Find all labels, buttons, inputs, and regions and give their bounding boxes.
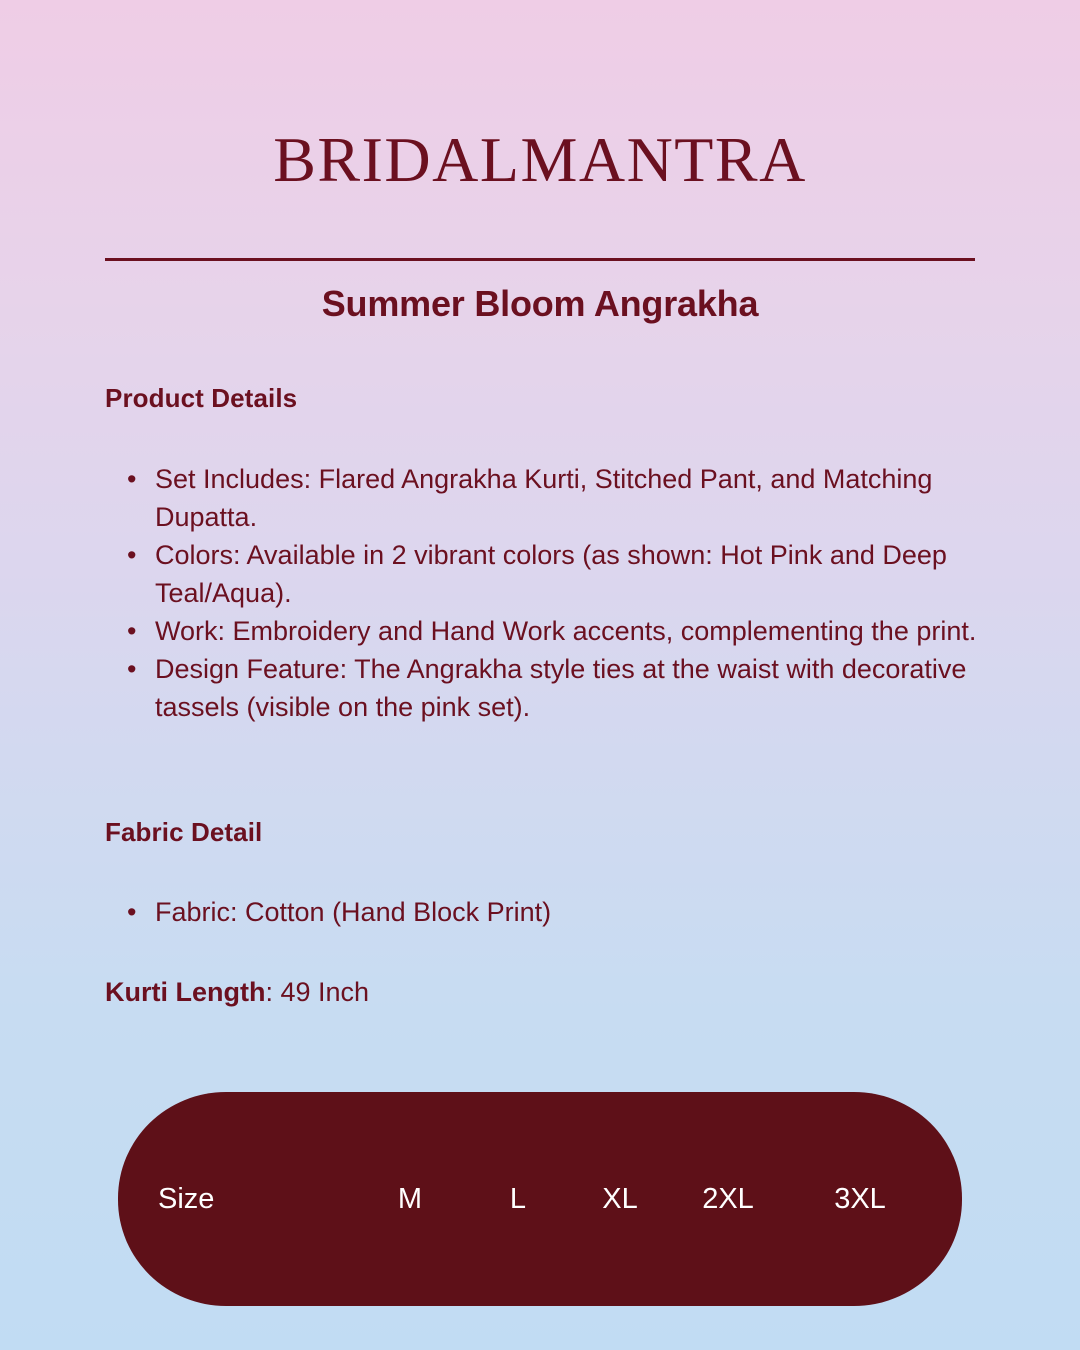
size-option-xl[interactable]: XL <box>602 1183 638 1215</box>
size-chart-row-label: Size <box>158 1183 215 1215</box>
size-option-l[interactable]: L <box>509 1183 527 1215</box>
size-option-3xl[interactable]: 3XL <box>834 1183 886 1215</box>
brand-logo: BRIDALMANTRA <box>273 124 807 195</box>
header-divider <box>105 258 975 261</box>
size-option-2xl[interactable]: 2XL <box>702 1183 754 1215</box>
size-chart-panel <box>118 1092 962 1306</box>
list-item: • Work: Embroidery and Hand Work accents, complementing the print. <box>153 612 1033 650</box>
size-chart-row <box>118 1092 962 1306</box>
kurti-length-label: Kurti Length <box>105 977 266 1007</box>
section-heading-product-details: Product Details <box>105 383 298 413</box>
product-details-list <box>105 460 1033 726</box>
size-option-m[interactable]: M <box>397 1183 423 1215</box>
list-item: • Fabric: Cotton (Hand Block Print) <box>153 893 1033 931</box>
fabric-detail-list <box>105 893 1033 931</box>
section-heading-fabric-detail: Fabric Detail <box>105 817 263 847</box>
list-item: • Design Feature: The Angrakha style ties at the waist with decorative tassels (visible on the pink set). <box>153 650 1033 726</box>
page-title: Summer Bloom Angrakha <box>321 283 759 324</box>
list-item: • Set Includes: Flared Angrakha Kurti, Stitched Pant, and Matching Dupatta. <box>153 460 1033 536</box>
kurti-length-value: : 49 Inch <box>265 977 370 1007</box>
list-item: • Colors: Available in 2 vibrant colors (as shown: Hot Pink and Deep Teal/Aqua). <box>153 536 1033 612</box>
kurti-length <box>105 973 369 1011</box>
